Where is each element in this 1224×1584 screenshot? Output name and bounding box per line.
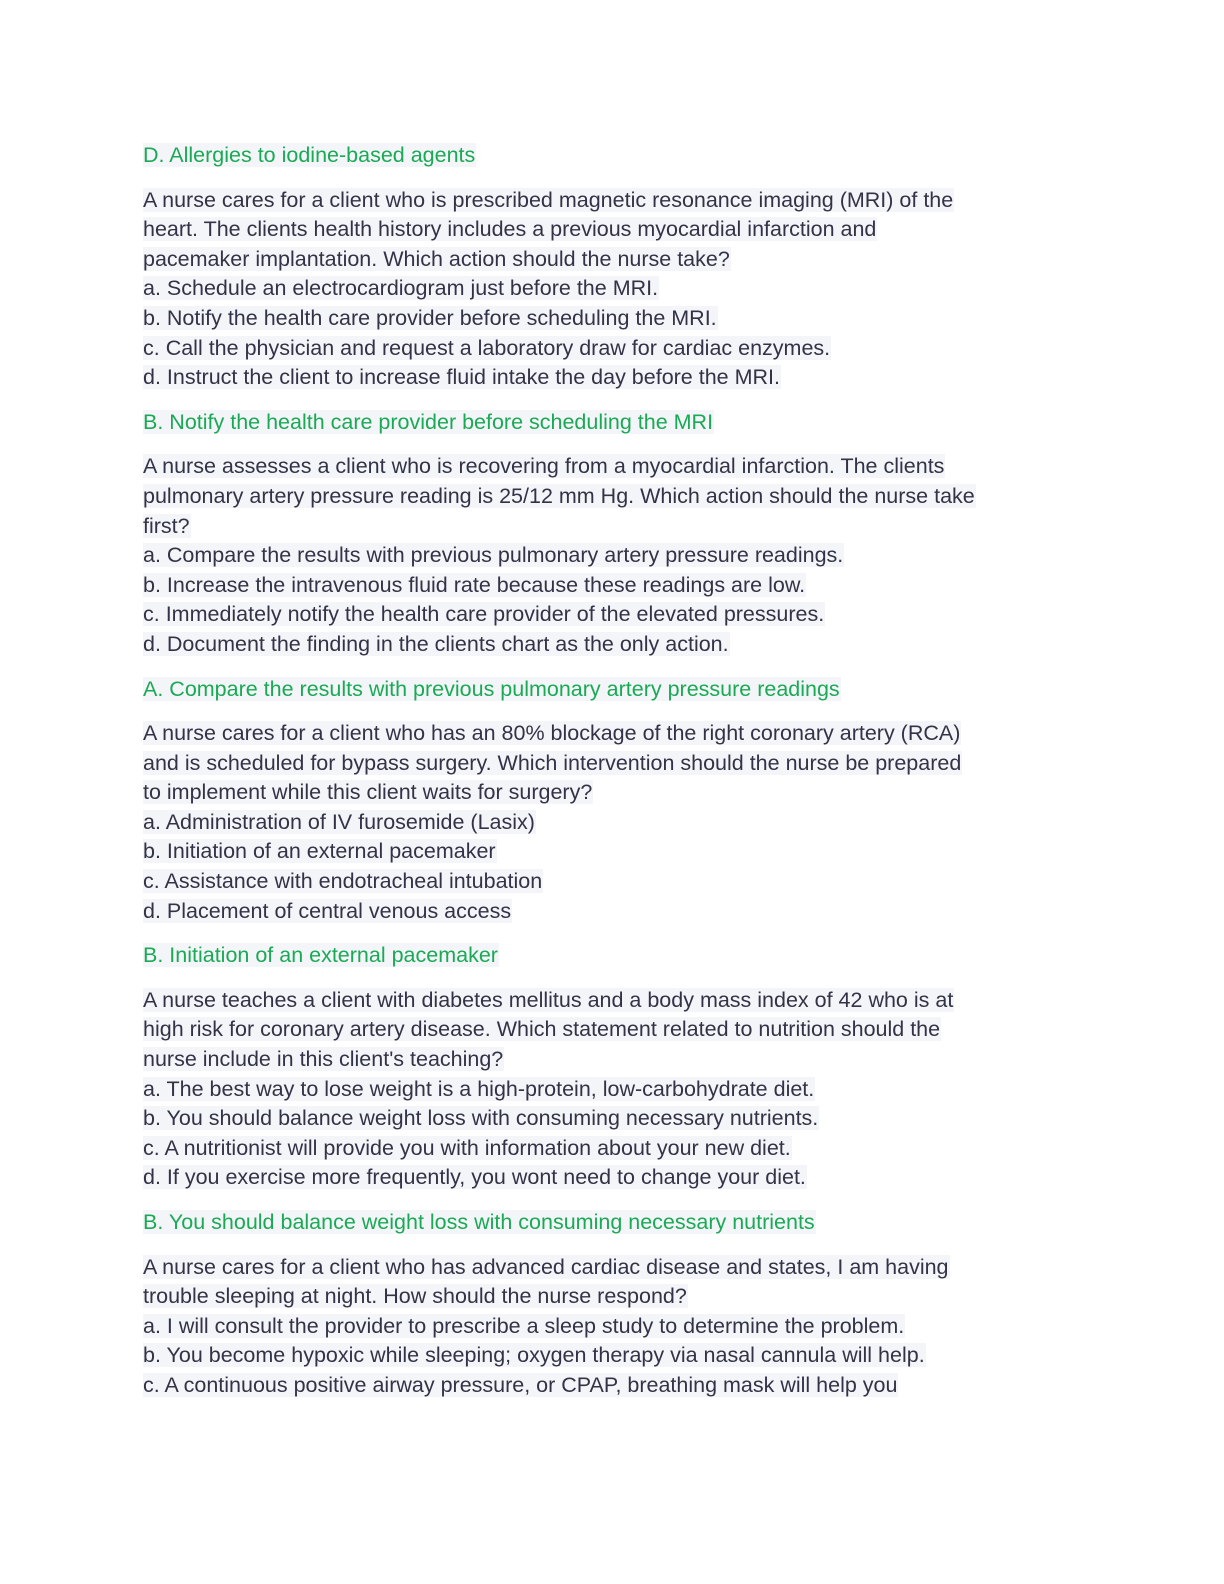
question-line — [143, 1312, 1078, 1342]
text-run: b. You should balance weight loss with consuming necessary nutrients. — [143, 1106, 819, 1131]
answer-line — [143, 941, 1078, 971]
answer-text — [143, 141, 1078, 171]
question-line — [143, 274, 1078, 304]
question-line — [143, 482, 1078, 512]
question-block — [143, 986, 1078, 1193]
question-block — [143, 452, 1078, 659]
question-line — [143, 334, 1078, 364]
question-line — [143, 1045, 1078, 1075]
question-line — [143, 749, 1078, 779]
text-run: and is scheduled for bypass surgery. Which intervention should the nurse be prepared — [143, 750, 962, 775]
question-block — [143, 719, 1078, 926]
question-line — [143, 1371, 1078, 1401]
question-line — [143, 1134, 1078, 1164]
text-run: nurse include in this client's teaching? — [143, 1047, 504, 1072]
text-run: a. Schedule an electrocardiogram just before the MRI. — [143, 276, 659, 301]
question-line — [143, 897, 1078, 927]
question-block — [143, 1253, 1078, 1401]
text-run: heart. The clients health history includes a previous myocardial infarction and — [143, 217, 877, 242]
question-line — [143, 600, 1078, 630]
text-run: b. Initiation of an external pacemaker — [143, 839, 496, 864]
question-line — [143, 186, 1078, 216]
question-line — [143, 571, 1078, 601]
question-line — [143, 363, 1078, 393]
text-run: c. A nutritionist will provide you with information about your new diet. — [143, 1135, 791, 1160]
question-line — [143, 837, 1078, 867]
text-run: trouble sleeping at night. How should the nurse respond? — [143, 1284, 687, 1309]
answer-line — [143, 675, 1078, 705]
text-run: high risk for coronary artery disease. Which statement related to nutrition should the — [143, 1017, 941, 1042]
question-line — [143, 867, 1078, 897]
answer-line — [143, 141, 1078, 171]
question-line — [143, 1104, 1078, 1134]
text-run: B. Notify the health care provider before scheduling the MRI — [143, 409, 714, 434]
text-run: B. You should balance weight loss with consuming necessary nutrients — [143, 1210, 815, 1234]
question-line — [143, 719, 1078, 749]
text-run: A nurse cares for a client who has an 80% blockage of the right coronary artery (RCA) — [143, 721, 961, 746]
question-line — [143, 452, 1078, 482]
text-run: d. Document the finding in the clients chart as the only action. — [143, 631, 729, 656]
text-run: first? — [143, 513, 190, 538]
question-line — [143, 215, 1078, 245]
question-line — [143, 986, 1078, 1016]
text-run: c. Assistance with endotracheal intubation — [143, 869, 543, 894]
text-run: pulmonary artery pressure reading is 25/12 mm Hg. Which action should the nurse take — [143, 483, 975, 508]
question-line — [143, 808, 1078, 838]
text-run: d. Placement of central venous access — [143, 898, 512, 923]
question-line — [143, 245, 1078, 275]
text-run: A nurse cares for a client who has advanced cardiac disease and states, I am having — [143, 1254, 949, 1279]
text-run: b. Increase the intravenous fluid rate because these readings are low. — [143, 572, 806, 597]
text-run: to implement while this client waits for surgery? — [143, 780, 593, 805]
answer-line — [143, 408, 1078, 438]
question-line — [143, 541, 1078, 571]
text-run: b. You become hypoxic while sleeping; oxygen therapy via nasal cannula will help. — [143, 1343, 925, 1368]
answer-text — [143, 675, 1078, 705]
text-run: c. A continuous positive airway pressure, or CPAP, breathing mask will help you — [143, 1372, 898, 1397]
question-line — [143, 1282, 1078, 1312]
answer-line — [143, 1208, 1078, 1238]
text-run: a. The best way to lose weight is a high-protein, low-carbohydrate diet. — [143, 1076, 815, 1101]
text-run: d. Instruct the client to increase fluid intake the day before the MRI. — [143, 365, 780, 390]
text-run: pacemaker implantation. Which action should the nurse take? — [143, 246, 730, 271]
text-run: c. Immediately notify the health care provider of the elevated pressures. — [143, 602, 825, 627]
text-run: a. Administration of IV furosemide (Lasix) — [143, 809, 535, 834]
question-line — [143, 778, 1078, 808]
question-line — [143, 630, 1078, 660]
text-run: d. If you exercise more frequently, you wont need to change your diet. — [143, 1165, 806, 1190]
text-run: b. Notify the health care provider before scheduling the MRI. — [143, 305, 717, 330]
answer-text — [143, 1208, 1078, 1238]
text-run: A. Compare the results with previous pulmonary artery pressure readings — [143, 676, 840, 701]
text-run: a. Compare the results with previous pulmonary artery pressure readings. — [143, 543, 844, 568]
text-run: D. Allergies to iodine-based agents — [143, 143, 476, 167]
text-run: A nurse teaches a client with diabetes mellitus and a body mass index of 42 who is at — [143, 987, 954, 1012]
question-line — [143, 1341, 1078, 1371]
document-page — [143, 141, 1078, 1416]
question-line — [143, 1253, 1078, 1283]
question-line — [143, 1163, 1078, 1193]
text-run: A nurse assesses a client who is recovering from a myocardial infarction. The clients — [143, 454, 945, 479]
answer-text — [143, 941, 1078, 971]
question-line — [143, 1015, 1078, 1045]
question-line — [143, 304, 1078, 334]
answer-text — [143, 408, 1078, 438]
question-line — [143, 1075, 1078, 1105]
text-run: B. Initiation of an external pacemaker — [143, 943, 498, 968]
text-run: c. Call the physician and request a laboratory draw for cardiac enzymes. — [143, 335, 831, 360]
question-line — [143, 512, 1078, 542]
text-run: a. I will consult the provider to prescribe a sleep study to determine the problem. — [143, 1313, 905, 1338]
text-run: A nurse cares for a client who is prescribed magnetic resonance imaging (MRI) of the — [143, 187, 954, 212]
question-block — [143, 186, 1078, 393]
document-content — [143, 141, 1078, 1401]
